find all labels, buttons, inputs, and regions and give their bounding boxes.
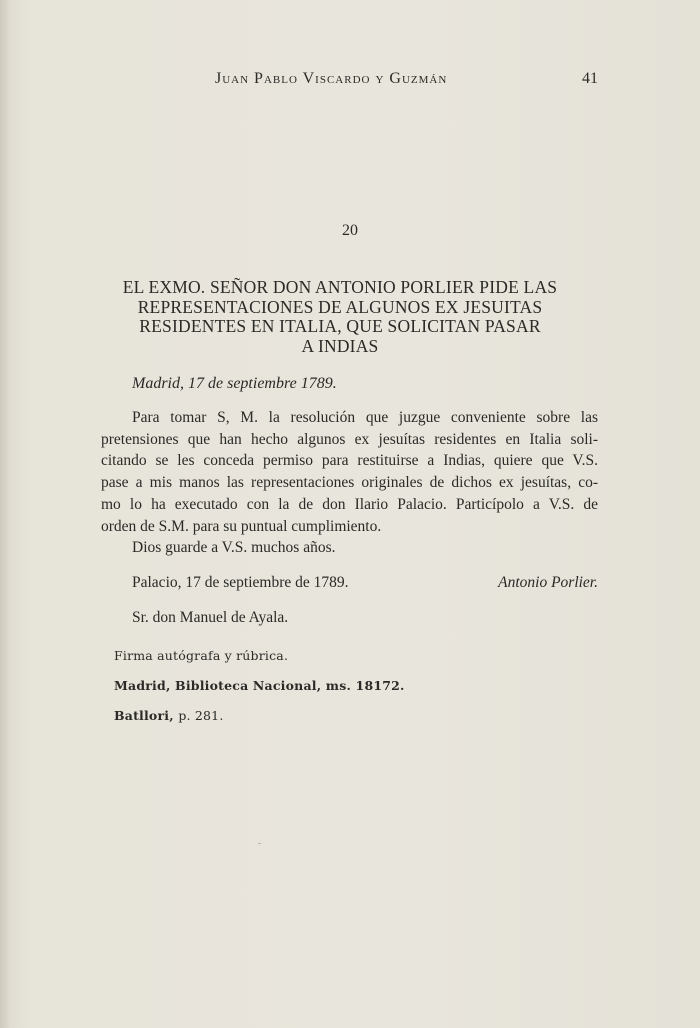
addressee: Sr. don Manuel de Ayala.: [132, 609, 289, 626]
title-line: EL EXMO. SEÑOR DON ANTONIO PORLIER PIDE LAS: [122, 277, 558, 297]
title-line: REPRESENTACIONES DE ALGUNOS EX JESUITAS: [137, 296, 543, 317]
signatory-name: Antonio Porlier.: [498, 574, 598, 591]
body-line: citando se les conceda permiso para restituirse a Indias, quiere que V.S.: [101, 452, 598, 470]
page-number: 41: [582, 70, 598, 87]
running-head: Juan Pablo Viscardo y Guzmán: [215, 70, 448, 87]
document-number: 20: [342, 222, 358, 239]
reference-author: Batllori,: [114, 708, 174, 723]
body-line: orden de S.M. para su puntual cumplimiento.: [101, 517, 382, 535]
reference-note: [114, 708, 224, 723]
title-line: A INDIAS: [301, 335, 379, 356]
place-and-date: Palacio, 17 de septiembre de 1789.: [132, 574, 349, 591]
body-line: pase a mis manos las representaciones originales de dichos ex jesuítas, co-: [101, 474, 598, 492]
page-gutter-shadow: [0, 0, 10, 1028]
reference-page: p. 281.: [178, 708, 224, 723]
body-line: Para tomar S, M. la resolución que juzgue conveniente sobre las: [132, 409, 598, 426]
document-title: [110, 278, 570, 356]
source-note: Madrid, Biblioteca Nacional, ms. 18172.: [114, 678, 405, 693]
closing-formula: Dios guarde a V.S. muchos años.: [132, 539, 336, 556]
dateline: Madrid, 17 de septiembre 1789.: [132, 375, 337, 392]
body-paragraph: [101, 407, 598, 537]
body-line: pretensiones que han hecho algunos ex jesuítas residentes en Italia soli-: [101, 430, 598, 448]
paper-speck: [258, 843, 261, 844]
signature-note: Firma autógrafa y rúbrica.: [114, 648, 289, 663]
title-line: RESIDENTES EN ITALIA, QUE SOLICITAN PASAR: [139, 316, 541, 336]
body-line: mo lo ha executado con la de don Ilario Palacio. Particípolo a V.S. de: [101, 495, 598, 513]
